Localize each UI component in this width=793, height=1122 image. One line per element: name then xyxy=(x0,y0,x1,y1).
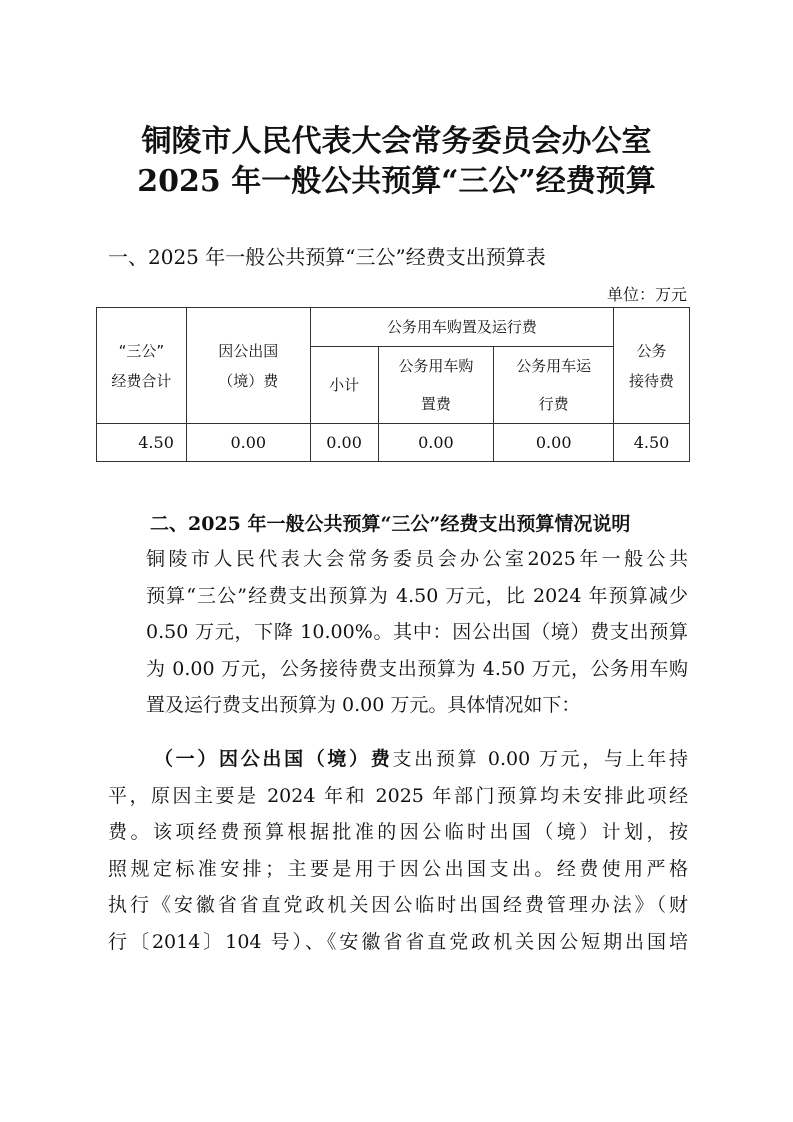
header-subtotal: 小计 xyxy=(310,347,378,424)
paragraph-line: 预算“三公”经费支出预算为 4.50 万元，比 2024 年预算减少 xyxy=(146,584,688,607)
header-reception-line2: 接待费 xyxy=(629,371,675,390)
paragraph-bold-lead: （一）因公出国（境）费 xyxy=(154,748,393,770)
header-total-line2: 经费合计 xyxy=(111,371,172,390)
table-row xyxy=(97,424,690,462)
cell-abroad: 0.00 xyxy=(186,424,310,462)
header-reception xyxy=(614,308,690,424)
cell-purchase: 0.00 xyxy=(378,424,494,462)
paragraph-line: 为 0.00 万元，公务接待费支出预算为 4.50 万元，公务用车购 xyxy=(146,657,688,680)
paragraph-line: 照规定标准安排；主要是用于因公出国支出。经费使用严格 xyxy=(108,857,688,880)
paragraph-line: 置及运行费支出预算为 0.00 万元。具体情况如下： xyxy=(146,694,581,716)
header-purchase-line1: 公务用车购 xyxy=(398,357,474,375)
unit-label: 单位：万元 xyxy=(606,285,687,304)
header-purchase-line2: 置费 xyxy=(420,395,451,413)
header-abroad-line2: （境）费 xyxy=(218,371,279,390)
cell-total: 4.50 xyxy=(97,424,187,462)
header-purchase xyxy=(378,347,494,424)
section2-heading: 二、2025 年一般公共预算“三公”经费支出预算情况说明 xyxy=(150,513,631,535)
header-total xyxy=(97,308,187,424)
paragraph-line: 铜陵市人民代表大会常务委员会办公室2025年一般公共 xyxy=(146,548,688,570)
header-abroad xyxy=(186,308,310,424)
budget-table xyxy=(96,307,690,462)
paragraph-line: 0.50 万元，下降 10.00%。其中：因公出国（境）费支出预算 xyxy=(146,621,688,643)
header-total-line1: “三公” xyxy=(118,341,165,360)
paragraph-line: 行〔2014〕104 号）、《安徽省省直党政机关因公短期出国培 xyxy=(108,930,688,953)
cell-operation: 0.00 xyxy=(494,424,614,462)
header-vehicle-group: 公务用车购置及运行费 xyxy=(310,308,613,347)
header-operation-line2: 行费 xyxy=(538,395,569,413)
table-header-row-1 xyxy=(97,308,690,347)
paragraph-abroad-expense xyxy=(108,741,688,960)
document-title-line2: 2025 年一般公共预算“三公”经费预算 xyxy=(137,164,656,199)
document-title-line1: 铜陵市人民代表大会常务委员会办公室 xyxy=(141,124,652,159)
cell-subtotal: 0.00 xyxy=(310,424,378,462)
paragraph-line: 执行《安徽省省直党政机关因公临时出国经费管理办法》（财 xyxy=(108,894,688,916)
paragraph-line: 费。该项经费预算根据批准的因公临时出国（境）计划，按 xyxy=(108,821,688,843)
header-operation xyxy=(494,347,614,424)
cell-reception: 4.50 xyxy=(614,424,690,462)
paragraph-line-first xyxy=(108,741,688,778)
section1-heading: 一、2025 年一般公共预算“三公”经费支出预算表 xyxy=(108,245,546,269)
header-abroad-line1: 因公出国 xyxy=(218,341,279,360)
paragraph-lead-rest: 支出预算 0.00 万元，与上年持 xyxy=(392,748,688,770)
header-operation-line1: 公务用车运 xyxy=(516,357,592,375)
paragraph-line: 平，原因主要是 2024 年和 2025 年部门预算均未安排此项经 xyxy=(108,784,688,807)
paragraph-summary xyxy=(108,541,688,724)
header-reception-line1: 公务 xyxy=(636,341,667,360)
